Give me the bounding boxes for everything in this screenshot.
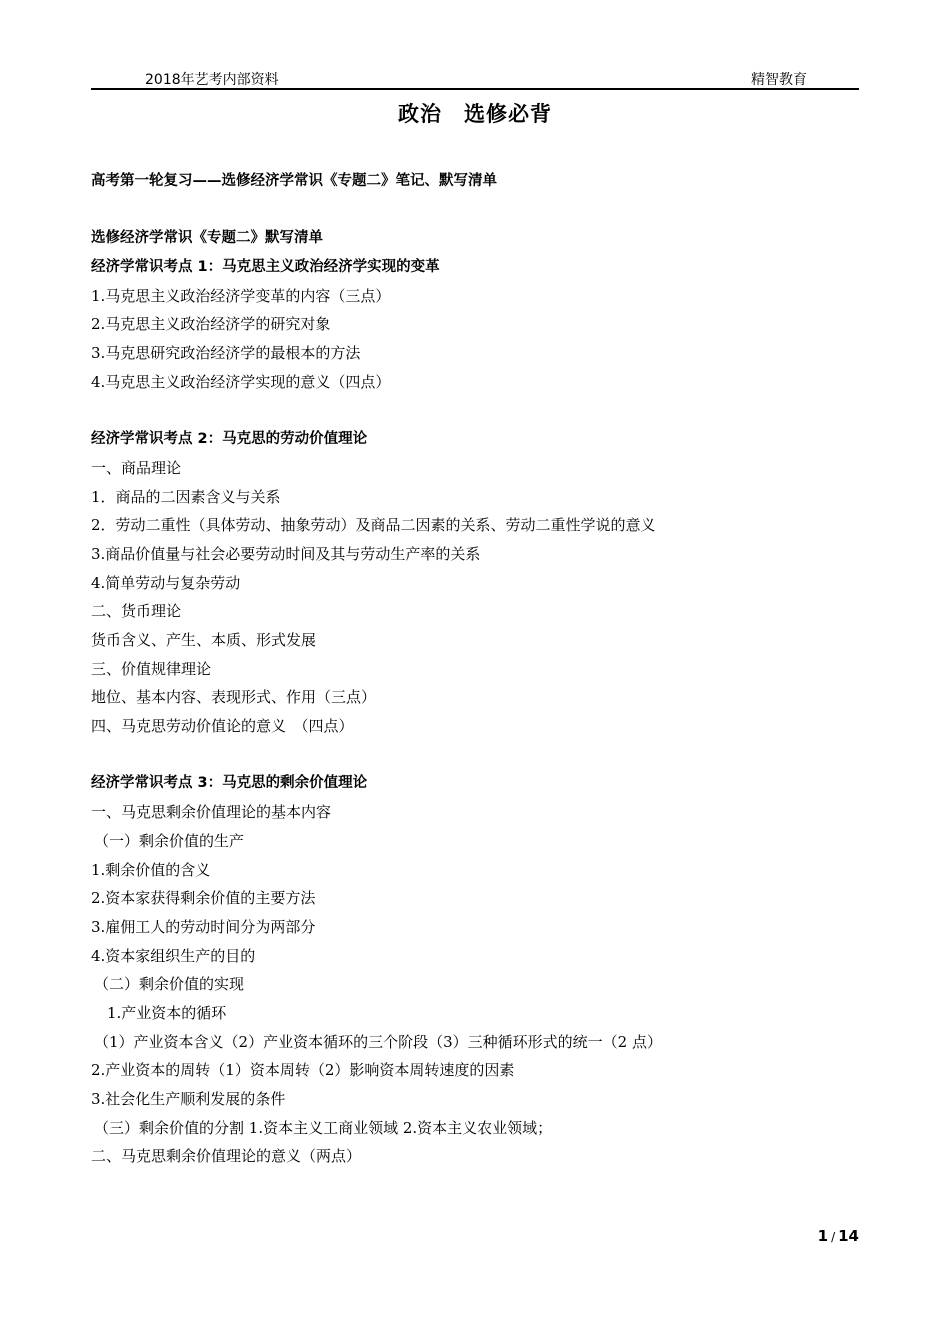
text-line: 3.商品价值量与社会必要劳动时间及其与劳动生产率的关系: [91, 544, 481, 563]
text-line: 3.雇佣工人的劳动时间分为两部分: [91, 917, 316, 936]
text-line: 三、价值规律理论: [91, 659, 212, 678]
text-line: （二）剩余价值的实现: [94, 975, 245, 994]
page-number: [818, 1227, 859, 1245]
text-line: 2.资本家获得剩余价值的主要方法: [91, 889, 316, 908]
text-line: 一、商品理论: [91, 458, 182, 477]
section-heading: 选修经济学常识《专题二》默写清单: [91, 230, 323, 247]
text-line: 1.马克思主义政治经济学变革的内容（三点）: [91, 286, 391, 305]
text-line: 2.产业资本的周转（1）资本周转（2）影响资本周转速度的因素: [91, 1061, 515, 1080]
text-line: 3.马克思研究政治经济学的最根本的方法: [91, 344, 361, 363]
text-line: （1）产业资本含义（2）产业资本循环的三个阶段（3）三种循环形式的统一（2 点）: [94, 1032, 662, 1051]
text-line: 2.马克思主义政治经济学的研究对象: [91, 315, 331, 334]
text-line: 地位、基本内容、表现形式、作用（三点）: [91, 688, 377, 707]
text-line: 4.简单劳动与复杂劳动: [91, 573, 241, 592]
header-right-text: 精智教育: [751, 72, 807, 88]
section-heading: 经济学常识考点 1：马克思主义政治经济学实现的变革: [91, 259, 440, 276]
blank-line: [91, 397, 861, 426]
text-line: 1．商品的二因素含义与关系: [91, 487, 281, 506]
section-heading: 高考第一轮复习——选修经济学常识《专题二》笔记、默写清单: [91, 173, 497, 189]
section-heading: 经济学常识考点 2：马克思的劳动价值理论: [91, 431, 368, 448]
text-line: 2．劳动二重性（具体劳动、抽象劳动）及商品二因素的关系、劳动二重性学说的意义: [91, 516, 656, 535]
section-heading: 经济学常识考点 3：马克思的剩余价值理论: [91, 775, 368, 792]
text-line: 二、马克思剩余价值理论的意义（两点）: [91, 1147, 362, 1166]
header-left-text: 2018年艺考内部资料: [145, 72, 279, 88]
page-header: [91, 68, 859, 90]
text-line: 3.社会化生产顺利发展的条件: [91, 1090, 286, 1108]
text-line: 1.产业资本的循环: [107, 1003, 227, 1022]
page-current: 1: [817, 1227, 829, 1245]
text-line: 4.马克思主义政治经济学实现的意义（四点）: [91, 372, 391, 391]
text-line: 1.剩余价值的含义: [91, 860, 211, 879]
text-line: 四、马克思劳动价值论的意义 （四点）: [91, 717, 354, 736]
text-line: 一、马克思剩余价值理论的基本内容: [91, 803, 332, 822]
blank-line: [91, 196, 861, 225]
text-line: （一）剩余价值的生产: [94, 831, 245, 850]
document-body: [91, 167, 861, 1171]
blank-line: [91, 741, 861, 770]
text-line: （三）剩余价值的分割 1.资本主义工商业领域 2.资本主义农业领域；: [94, 1118, 553, 1137]
page-total: 14: [838, 1227, 859, 1245]
page-title: 政治 选修必背: [398, 102, 552, 126]
page-separator: /: [831, 1230, 836, 1244]
text-line: 二、货币理论: [91, 602, 182, 621]
text-line: 4.资本家组织生产的目的: [91, 946, 256, 965]
text-line: 货币含义、产生、本质、形式发展: [91, 631, 317, 649]
